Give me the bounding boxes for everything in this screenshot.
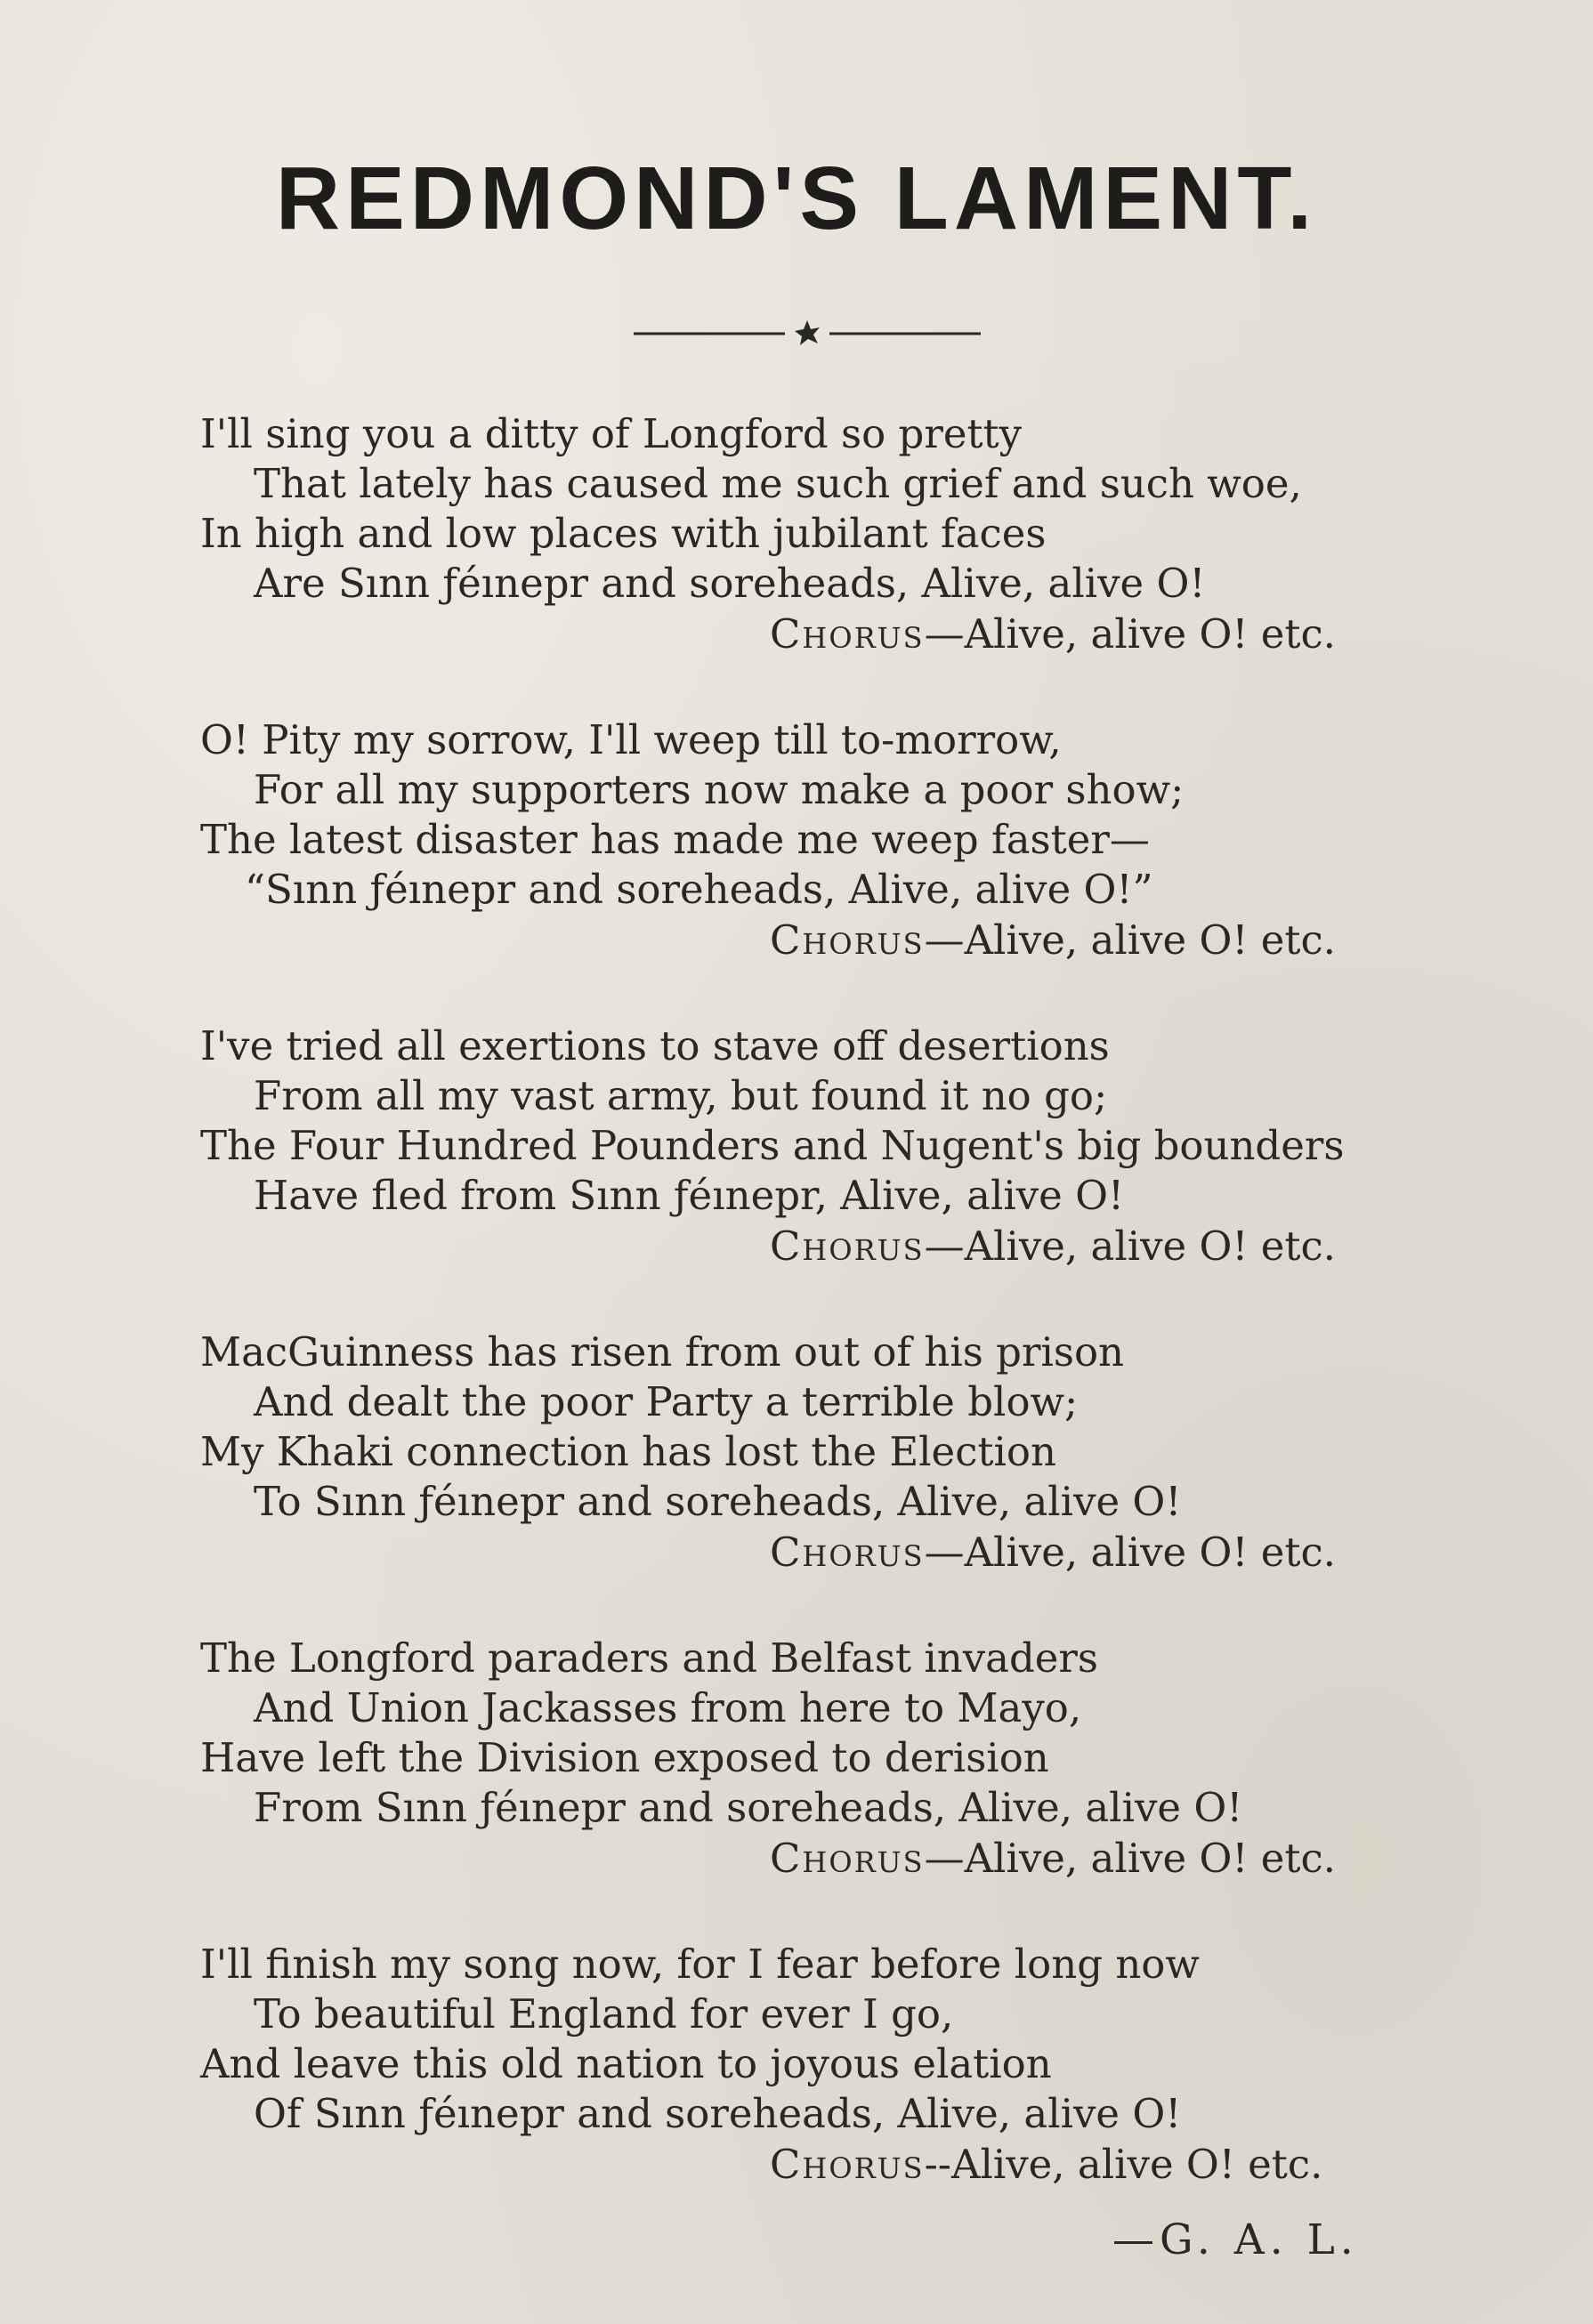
- verse-line: From all my vast army, but found it no go;: [254, 1072, 1108, 1119]
- stanza-2: [200, 715, 1446, 966]
- chorus-label: Chorus: [770, 916, 925, 964]
- chorus-label: Chorus: [770, 2141, 925, 2188]
- stanza-4: [200, 1327, 1446, 1578]
- chorus-line: [200, 1833, 1446, 1884]
- verse-line: From Sınn ƒéınepr and soreheads, Alive, alive O!: [254, 1784, 1243, 1831]
- chorus-line: [200, 609, 1446, 660]
- stanza-1: [200, 409, 1446, 660]
- verse-line: In high and low places with jubilant faces: [200, 510, 1047, 557]
- stanza-5: [200, 1634, 1446, 1884]
- poem-body: [200, 409, 1446, 2246]
- verse-line: The Longford paraders and Belfast invaders: [200, 1634, 1099, 1682]
- chorus-line: [200, 2139, 1446, 2191]
- chorus-label: Chorus: [770, 1835, 925, 1882]
- verse-line: O! Pity my sorrow, I'll weep till to-morrow,: [200, 716, 1062, 763]
- star-divider-icon: [634, 316, 981, 351]
- verse-line: The latest disaster has made me weep faster—: [200, 816, 1150, 863]
- verse-line: I've tried all exertions to stave off desertions: [200, 1022, 1110, 1069]
- verse-line: Are Sınn ƒéınepr and soreheads, Alive, alive O!: [254, 560, 1206, 607]
- verse-line: To Sınn ƒéınepr and soreheads, Alive, alive O!: [254, 1478, 1182, 1525]
- verse-line: I'll sing you a ditty of Longford so pretty: [200, 410, 1023, 457]
- chorus-text: —Alive, alive O! etc.: [924, 1835, 1336, 1882]
- chorus-label: Chorus: [770, 1529, 925, 1576]
- verse-line: The Four Hundred Pounders and Nugent's big bounders: [200, 1122, 1345, 1169]
- chorus-text: —Alive, alive O! etc.: [924, 1529, 1336, 1576]
- chorus-line: [200, 1527, 1446, 1578]
- verse-line: Of Sınn ƒéınepr and soreheads, Alive, alive O!: [254, 2090, 1182, 2137]
- verse-line: My Khaki connection has lost the Election: [200, 1428, 1056, 1475]
- verse-line: To beautiful England for ever I go,: [254, 1990, 954, 2038]
- chorus-label: Chorus: [770, 610, 925, 658]
- verse-line: That lately has caused me such grief and such woe,: [254, 460, 1302, 507]
- verse-line: Have fled from Sınn ƒéınepr, Alive, alive O!: [254, 1172, 1125, 1219]
- verse-line: And leave this old nation to joyous elation: [200, 2040, 1052, 2087]
- author-signature: —G. A. L.: [1112, 2215, 1359, 2264]
- chorus-text: —Alive, alive O! etc.: [924, 1223, 1336, 1270]
- verse-line: For all my supporters now make a poor show;: [254, 766, 1185, 813]
- stanza-6: [200, 1940, 1446, 2191]
- verse-line: Have left the Division exposed to derision: [200, 1734, 1049, 1781]
- stanza-3: [200, 1021, 1446, 1272]
- page-title: REDMOND'S LAMENT.: [275, 149, 1318, 248]
- verse-line: I'll finish my song now, for I fear before long now: [200, 1941, 1200, 1988]
- verse-line: “Sınn ƒéınepr and soreheads, Alive, alive O!”: [245, 866, 1153, 913]
- chorus-text: --Alive, alive O! etc.: [924, 2141, 1323, 2188]
- verse-line: And dealt the poor Party a terrible blow;: [254, 1378, 1079, 1425]
- verse-line: And Union Jackasses from here to Mayo,: [254, 1684, 1082, 1731]
- chorus-line: [200, 915, 1446, 966]
- chorus-text: —Alive, alive O! etc.: [924, 916, 1336, 964]
- chorus-line: [200, 1221, 1446, 1272]
- verse-line: MacGuinness has risen from out of his prison: [200, 1328, 1125, 1376]
- chorus-label: Chorus: [770, 1223, 925, 1270]
- chorus-text: —Alive, alive O! etc.: [924, 610, 1336, 658]
